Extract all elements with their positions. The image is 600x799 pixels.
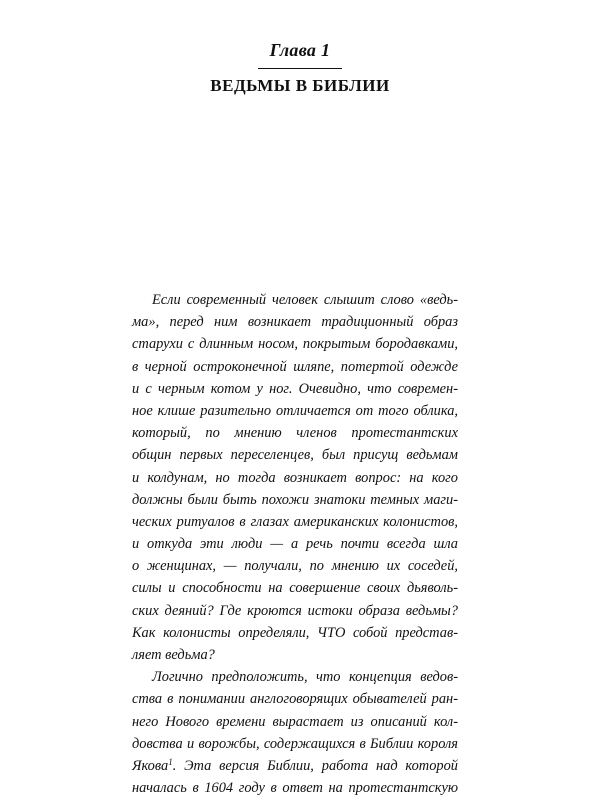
text-line: Как колонисты определяли, ЧТО собой представ- <box>132 624 458 641</box>
text-line: довства и ворожбы, содержащихся в Библии короля <box>132 735 458 752</box>
footnote-marker[interactable]: 1 <box>168 756 173 767</box>
text-line: ное клише разительно отличается от того облика, <box>132 402 458 419</box>
body-text <box>132 289 458 799</box>
text-line: Логично предположить, что концепция ведов- <box>152 669 458 686</box>
text-line-with-footnote <box>132 755 458 777</box>
text-line: ма», перед ним возникает традиционный образ <box>132 314 458 331</box>
text-line: ских деяний? Где кроются истоки образа ведьмы? <box>132 602 458 619</box>
text-line: в черной остроконечной шляпе, потертой одежде <box>132 358 458 375</box>
text-line: ляет ведьма? <box>132 647 215 663</box>
text-line: и с черным котом у ног. Очевидно, что современ- <box>132 380 458 397</box>
text-line: старухи с длинным носом, покрытым бородавками, <box>132 336 458 353</box>
text-fragment: . Эта версия Библии, работа над которой <box>172 757 458 774</box>
text-fragment: Якова <box>132 757 169 774</box>
text-line: о женщинах, — получали, по мнению их соседей, <box>132 558 458 575</box>
text-line: и откуда эти люди — а речь почти всегда шла <box>132 536 458 553</box>
text-line: и колдунам, но тогда возникает вопрос: на кого <box>132 469 458 486</box>
chapter-title: ВЕДЬМЫ В БИБЛИИ <box>210 76 390 95</box>
text-line: него Нового времени вырастает из описаний кол- <box>132 713 458 730</box>
chapter-divider <box>258 68 342 69</box>
text-line: ческих ритуалов в глазах американских колонистов, <box>132 513 458 530</box>
text-line: общин первых переселенцев, был присущ ведьмам <box>132 447 458 464</box>
text-line: который, по мнению членов протестантских <box>132 425 458 442</box>
text-line: началась в 1604 году в ответ на протестантскую <box>132 780 458 797</box>
text-line: Если современный человек слышит слово «ведь- <box>152 292 458 308</box>
text-line: силы и способности на совершение своих дьяволь- <box>132 580 458 597</box>
chapter-label: Глава 1 <box>269 40 331 60</box>
text-line: ства в понимании англоговорящих обывателей ран- <box>132 691 458 708</box>
text-line: должны были быть похожи знатоки темных маги- <box>132 491 458 508</box>
